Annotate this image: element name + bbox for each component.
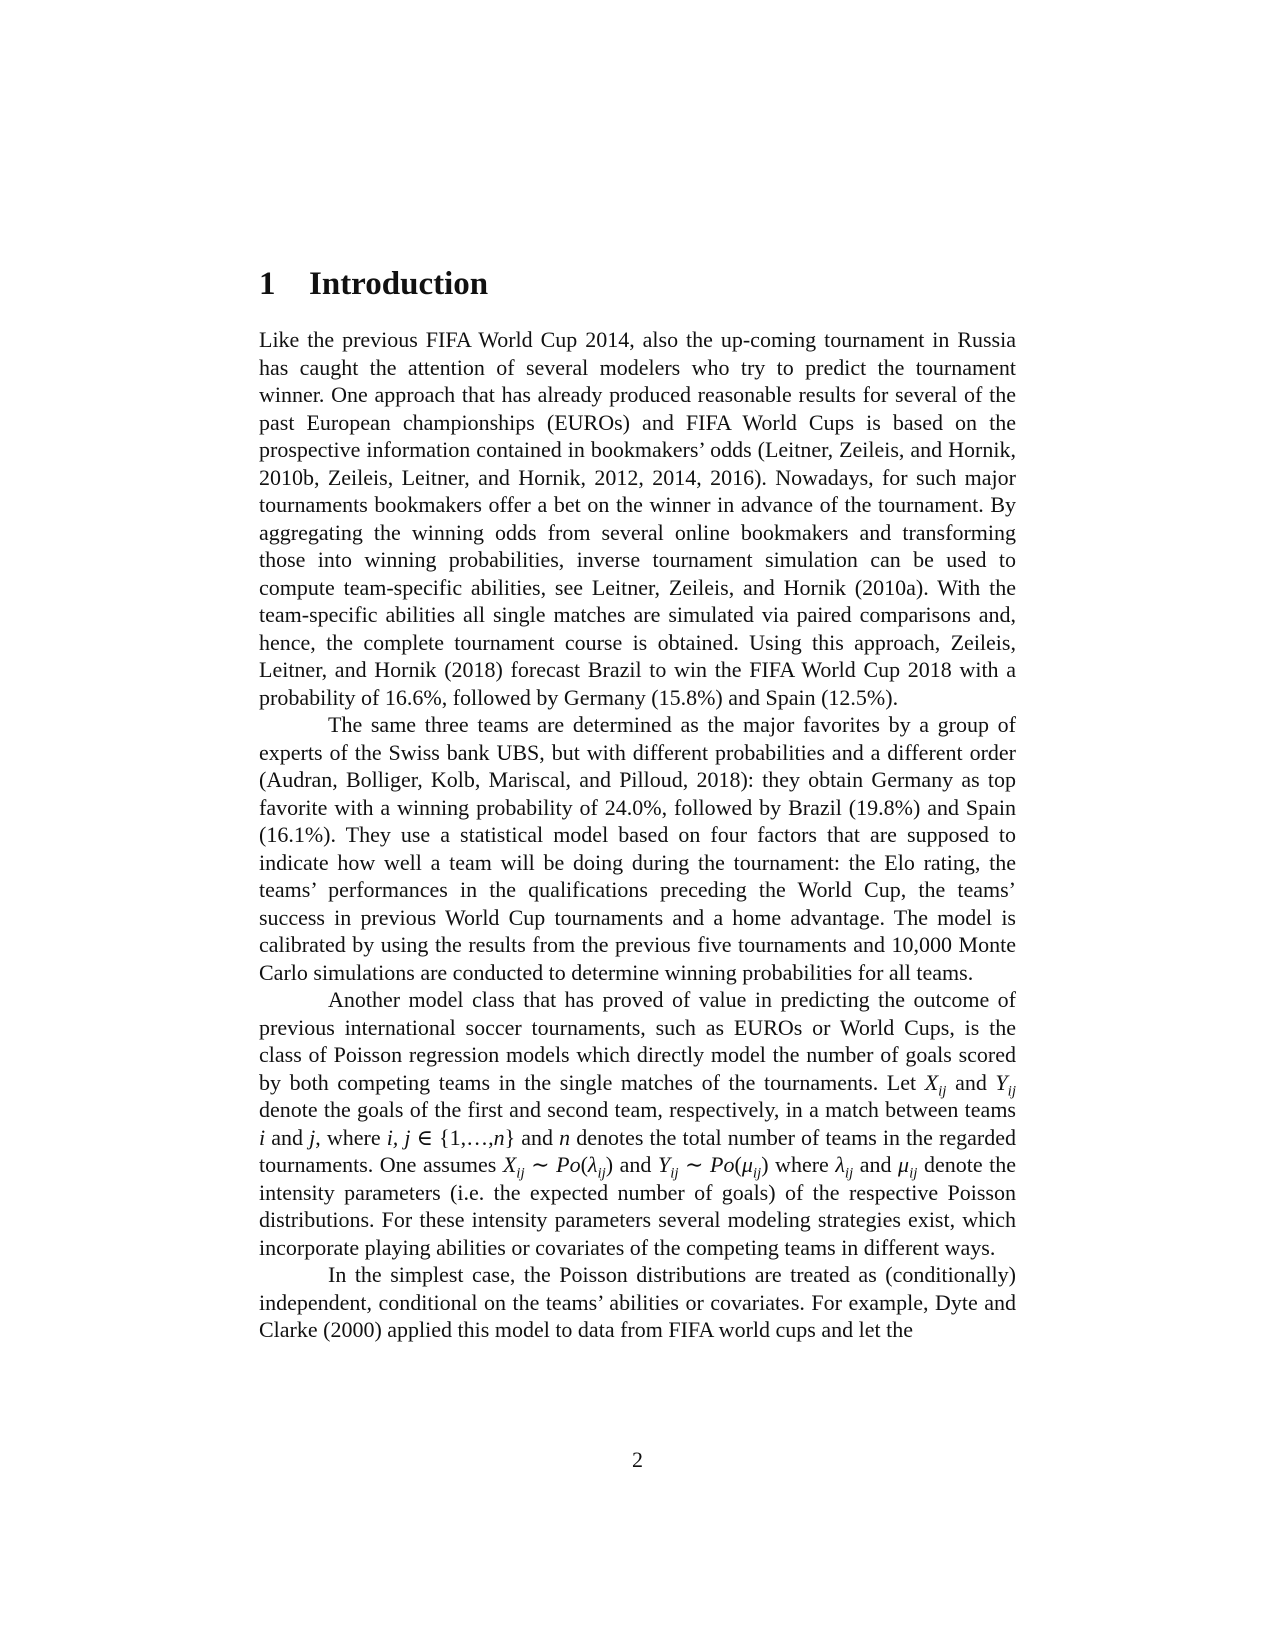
paragraph-3 bbox=[259, 986, 1016, 1261]
text-run: and bbox=[265, 1124, 310, 1150]
text-run: Another model class that has proved of value in predicting the outcome of previous international soccer tournaments, such as EUROs or World Cups, is the class of Poisson regression models which directly model the number of goals scored by both competing teams in the single matches of the tournaments. Let bbox=[259, 987, 1016, 1095]
text-run: and bbox=[853, 1152, 899, 1177]
math-symbol: n bbox=[493, 1124, 505, 1150]
math-symbol: X bbox=[502, 1152, 517, 1177]
paragraph-4: In the simplest case, the Poisson distributions are treated as (conditionally) independent, conditional on the teams’ abilities or covariates. For example, Dyte and Clarke (2000) applied this model to data from FIFA world cups and let the bbox=[259, 1262, 1016, 1342]
math-symbol: j bbox=[309, 1124, 316, 1150]
math-symbol: Po bbox=[710, 1152, 735, 1177]
text-run: ∈ {1,…, bbox=[410, 1124, 494, 1150]
text-run: } and bbox=[504, 1124, 560, 1150]
section-heading bbox=[259, 264, 488, 304]
math-symbol: X bbox=[924, 1069, 939, 1095]
paragraph-1: Like the previous FIFA World Cup 2014, also the up-coming tournament in Russia has caught the attention of several modelers who try to predict the tournament winner. One approach that has already produced reasonable results for several of the past European championships (EUROs) and FIFA World Cups is based on the prospective information contained in bookmakers’ odds (Leitner, Zeileis, and Hornik, 2010b, Zeileis, Leitner, and Hornik, 2012, 2014, 2016). Nowadays, for such major tournaments bookmakers offer a bet on the winner in advance of the tournament. By aggregating the winning odds from several online bookmakers and transforming those into winning probabilities, inverse tournament simulation can be used to compute team-specific abilities, see Leitner, Zeileis, and Hornik (2010a). With the team-specific abilities all single matches are simulated via paired comparisons and, hence, the complete tournament course is obtained. Using this approach, Zeileis, Leitner, and Hornik (2018) forecast Brazil to win the FIFA World Cup 2018 with a probability of 16.6%, followed by Germany (15.8%) and Spain (12.5%). bbox=[259, 327, 1016, 710]
math-symbol: n bbox=[559, 1124, 571, 1150]
text-run: ) and bbox=[605, 1152, 658, 1177]
math-subscript: ij bbox=[752, 1165, 762, 1182]
text-run: ( bbox=[734, 1152, 742, 1177]
math-symbol: λ bbox=[587, 1152, 598, 1177]
math-subscript: ij bbox=[909, 1165, 918, 1182]
math-subscript: ij bbox=[597, 1165, 606, 1182]
math-symbol: μ bbox=[898, 1152, 910, 1177]
section-title: Introduction bbox=[309, 266, 489, 302]
text-run: denote the intensity parameters (i.e. the expected number of goals) of the respective Poisson distributions. For these intensity parameters several modeling strategies exist, which incorporate playing abilities or covariates of the competing teams in different ways. bbox=[259, 1152, 1017, 1260]
math-subscript: ij bbox=[670, 1165, 679, 1182]
section-number: 1 bbox=[259, 266, 276, 302]
text-run: ∼ bbox=[678, 1152, 711, 1177]
page-number: 2 bbox=[632, 1447, 643, 1472]
math-symbol: Y bbox=[995, 1069, 1008, 1095]
math-symbol: i, j bbox=[386, 1124, 411, 1150]
math-subscript: ij bbox=[516, 1165, 525, 1182]
math-subscript: ij bbox=[844, 1165, 854, 1182]
paragraph-2: The same three teams are determined as the major favorites by a group of experts of the Swiss bank UBS, but with different probabilities and a different order (Audran, Bolliger, Kolb, Mariscal, and Pilloud, 2018): they obtain Germany as top favorite with a winning probability of 24.0%, followed by Brazil (19.8%) and Spain (16.1%). They use a statistical model based on four factors that are supposed to indicate how well a team will be doing during the tournament: the Elo rating, the teams’ performances in the qualifications preceding the World Cup, the teams’ success in previous World Cup tournaments and a home advantage. The model is calibrated by using the results from the previous five tournaments and 10,000 Monte Carlo simulations are conducted to determine winning probabilities for all teams. bbox=[259, 712, 1016, 985]
text-run: ∼ bbox=[524, 1152, 557, 1177]
math-symbol: λ bbox=[835, 1152, 845, 1177]
text-run: and bbox=[946, 1069, 996, 1095]
math-symbol: i bbox=[259, 1124, 266, 1150]
math-symbol: μ bbox=[741, 1152, 753, 1177]
body-text bbox=[259, 326, 1016, 1344]
math-subscript: ij bbox=[938, 1082, 947, 1099]
math-symbol: Po bbox=[556, 1152, 581, 1177]
math-symbol: Y bbox=[657, 1152, 671, 1177]
text-run: , where bbox=[315, 1124, 387, 1150]
text-run: ( bbox=[580, 1152, 588, 1177]
math-subscript: ij bbox=[1007, 1082, 1017, 1099]
text-run: denotes the total number of teams in the regarded tournaments. One assumes bbox=[259, 1124, 1016, 1177]
text-run: ) where bbox=[761, 1152, 836, 1177]
text-run: denote the goals of the first and second team, respectively, in a match between teams bbox=[259, 1097, 1016, 1122]
